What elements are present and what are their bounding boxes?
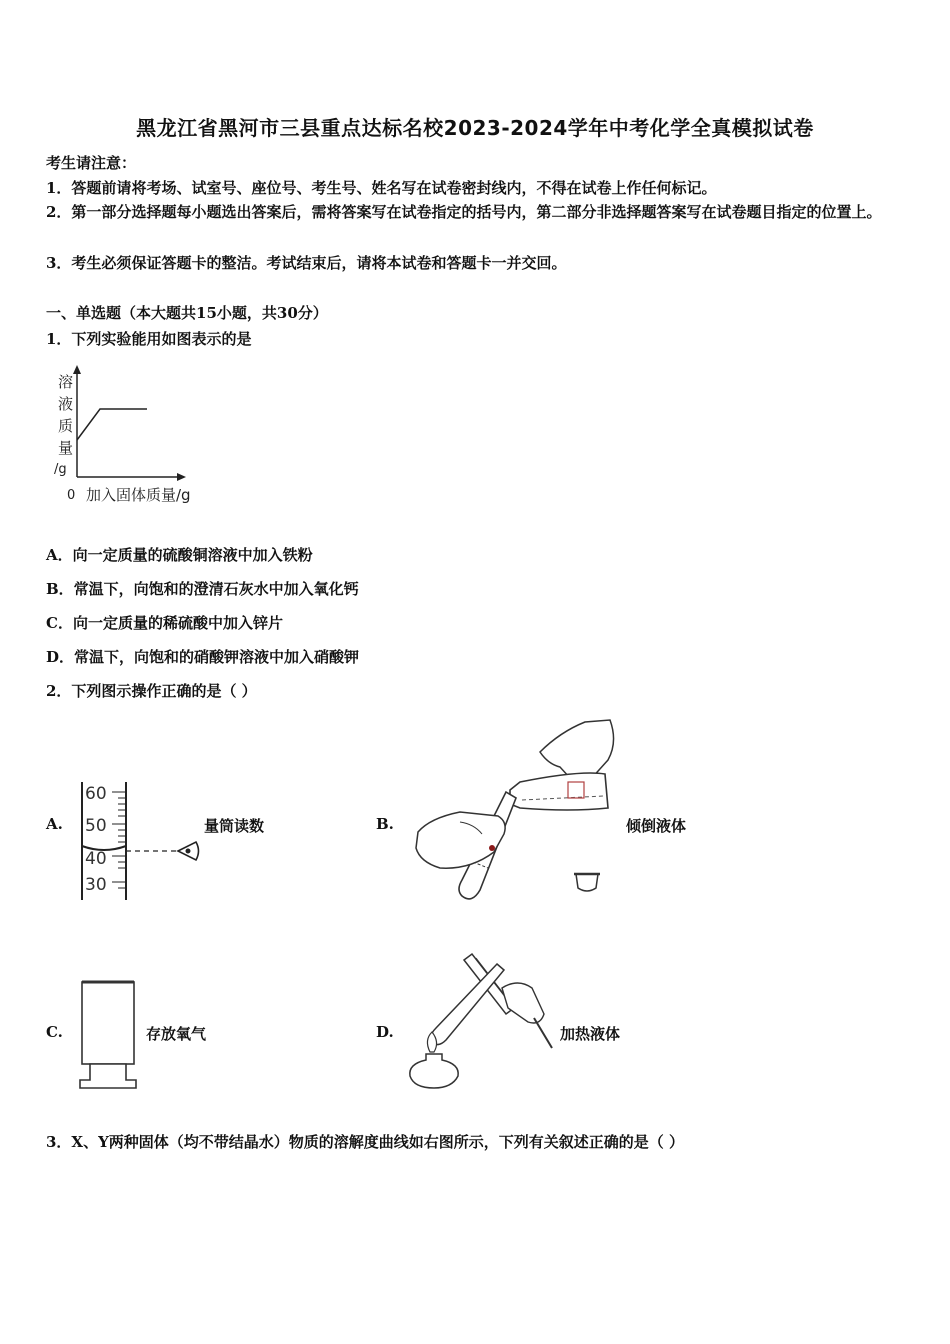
graph-curve [77, 409, 147, 440]
q2-option-c-figure [74, 978, 146, 1093]
q1-option-a: A．向一定质量的硫酸铜溶液中加入铁粉 [46, 546, 313, 564]
tick-label-40: 40 [85, 849, 107, 869]
exam-title: 黑龙江省黑河市三县重点达标名校2023-2024学年中考化学全真模拟试卷 [136, 116, 814, 140]
gas-jar [82, 982, 134, 1064]
tick-label-60: 60 [85, 784, 107, 804]
origin-label: 0 [67, 488, 76, 503]
tick-label-50: 50 [85, 816, 107, 836]
y-unit: /g [54, 462, 67, 477]
notice-item-1: 1．答题前请将考场、试室号、座位号、考生号、姓名写在试卷密封线内，不得在试卷上作任何标记。 [46, 179, 717, 197]
question-1-stem: 1．下列实验能用如图表示的是 [46, 330, 252, 348]
bottle-stopper [576, 874, 598, 891]
alcohol-lamp [410, 1054, 458, 1088]
heated-test-tube [431, 964, 504, 1045]
q1-graph [44, 365, 214, 510]
q1-option-b: B．常温下，向饱和的澄清石灰水中加入氧化钙 [46, 580, 359, 598]
q2-option-d-figure [402, 948, 557, 1093]
question-2-stem: 2．下列图示操作正确的是（ ） [46, 682, 257, 700]
q1-option-d: D．常温下，向饱和的硝酸钾溶液中加入硝酸钾 [46, 648, 360, 666]
x-axis-label: 加入固体质量/g [86, 486, 191, 504]
y-label-char-2: 液 [58, 395, 74, 413]
question-3-stem: 3．X、Y两种固体（均不带结晶水）物质的溶解度曲线如右图所示，下列有关叙述正确的是（ ） [46, 1133, 685, 1151]
section-heading: 一、单选题（本大题共15小题，共30分） [46, 304, 328, 322]
x-axis-arrow-icon [177, 473, 186, 481]
y-label-char-3: 质 [58, 417, 74, 435]
q2-option-c-caption: 存放氧气 [146, 1025, 207, 1043]
reagent-bottle [510, 773, 608, 810]
q2-option-d-letter: D. [376, 1023, 394, 1041]
notice-heading: 考生请注意： [46, 154, 137, 172]
y-label-char-4: 量 [58, 439, 74, 457]
q2-option-c-letter: C. [46, 1023, 63, 1041]
q2-option-a-figure [74, 778, 209, 904]
jar-base [80, 1064, 136, 1088]
notice-item-3: 3．考生必须保证答题卡的整洁。考试结束后，请将本试卷和答题卡一并交回。 [46, 254, 567, 272]
q2-option-b-caption: 倾倒液体 [626, 817, 687, 835]
q2-option-a-caption: 量筒读数 [204, 817, 265, 835]
q2-option-b-figure [410, 712, 625, 907]
y-axis-arrow-icon [73, 365, 81, 374]
q1-option-c: C．向一定质量的稀硫酸中加入锌片 [46, 614, 283, 632]
q2-option-d-caption: 加热液体 [560, 1025, 621, 1043]
y-label-char-1: 溶 [58, 373, 74, 391]
notice-item-2: 2．第一部分选择题每小题选出答案后，需将答案写在试卷指定的括号内，第二部分非选择题答案写在试卷题目指定的位置上。 [46, 203, 882, 221]
hand-on-holder [502, 983, 544, 1023]
q2-option-b-letter: B. [376, 815, 394, 833]
q2-option-a-letter: A. [46, 815, 63, 833]
tick-label-30: 30 [85, 875, 107, 895]
